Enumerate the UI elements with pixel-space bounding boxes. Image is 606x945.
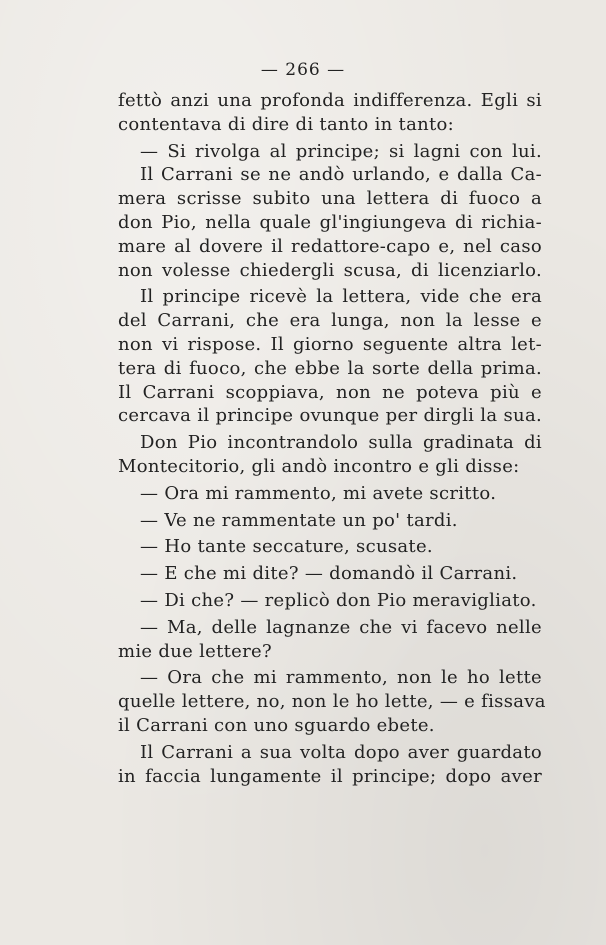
text-line: — Ora mi rammento, mi avete scritto.	[140, 482, 497, 504]
text-line: tera di fuoco, che ebbe la sorte della prima.	[118, 357, 542, 379]
text-line: contentava di dire di tanto in tanto:	[118, 113, 455, 135]
text-line: il Carrani con uno sguardo ebete.	[118, 714, 435, 736]
text-line: in faccia lungamente il principe; dopo aver	[118, 765, 542, 787]
text-line: don Pio, nella quale gl'ingiungeva di richia-	[118, 211, 542, 233]
text-line: — Di che? — replicò don Pio meravigliato.	[140, 589, 537, 611]
text-line: — Si rivolga al principe; si lagni con lui.	[140, 140, 542, 162]
text-line: mie due lettere?	[118, 640, 272, 662]
text-line: fettò anzi una profonda indifferenza. Egli si	[118, 90, 542, 111]
text-line: mera scrisse subito una lettera di fuoco a	[118, 188, 542, 210]
text-line: Il principe ricevè la lettera, vide che era	[140, 286, 542, 308]
text-line: — Ho tante seccature, scusate.	[140, 536, 433, 558]
text-line: Il Carrani scoppiava, non ne poteva più e	[118, 381, 542, 403]
page-number: — 266 —	[260, 60, 346, 80]
text-line: cercava il principe ovunque per dirgli la sua.	[118, 405, 542, 427]
text-line: Il Carrani se ne andò urlando, e dalla Ca-	[140, 164, 542, 186]
text-line: — Ora che mi rammento, non le ho lette	[140, 667, 542, 689]
text-line: quelle lettere, no, non le ho lette, — e fissava	[118, 691, 546, 713]
text-line: non volesse chiedergli scusa, di licenziarlo.	[118, 259, 542, 281]
text-line: Don Pio incontrandolo sulla gradinata di	[140, 432, 542, 454]
text-line: mare al dovere il redattore-capo e, nel caso	[118, 235, 542, 257]
text-line: — E che mi dite? — domandò il Carrani.	[140, 563, 518, 585]
text-line: non vi rispose. Il giorno seguente altra let-	[118, 333, 542, 355]
text-line: — Ma, delle lagnanze che vi facevo nelle	[140, 616, 542, 638]
text-line: Montecitorio, gli andò incontro e gli disse:	[118, 455, 520, 477]
body-text	[118, 89, 546, 788]
text-line: del Carrani, che era lunga, non la lesse e	[118, 310, 542, 332]
text-line: Il Carrani a sua volta dopo aver guardato	[140, 741, 542, 763]
text-line: — Ve ne rammentate un po' tardi.	[140, 509, 458, 531]
